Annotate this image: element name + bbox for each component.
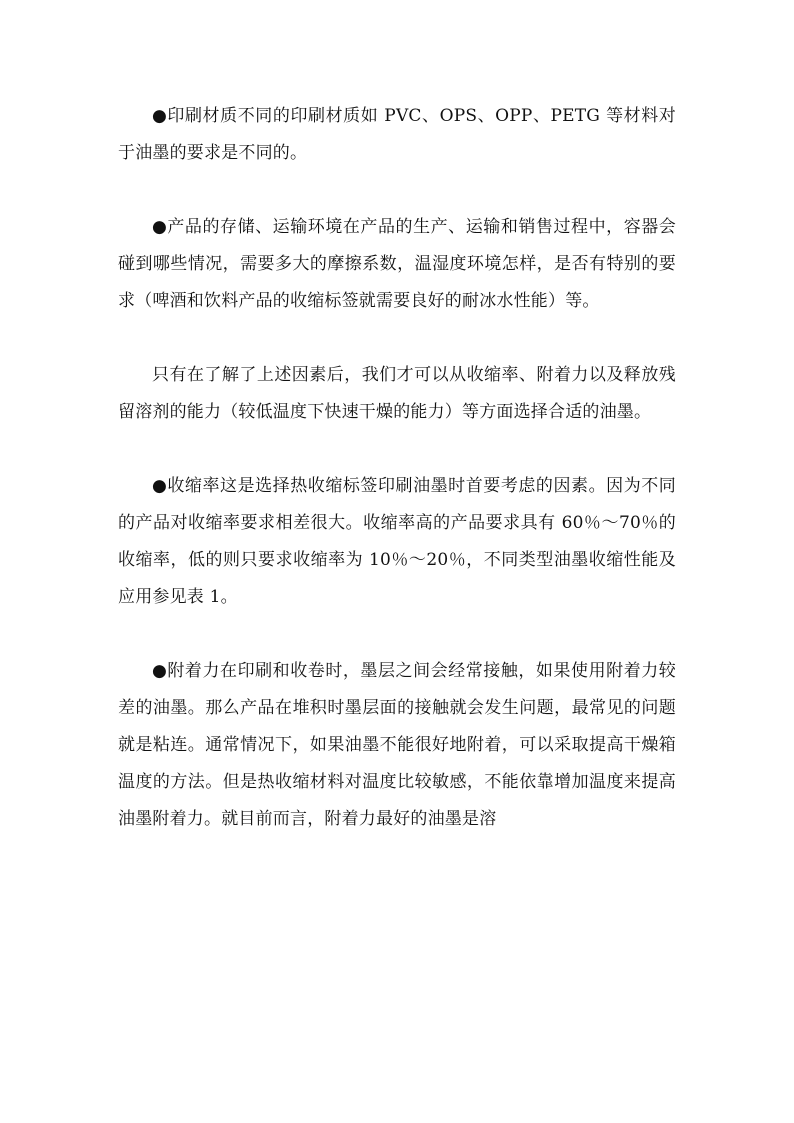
paragraph-spacer — [118, 616, 676, 653]
paragraph-shrink-rate: ●收缩率这是选择热收缩标签印刷油墨时首要考虑的因素。因为不同的产品对收缩率要求相差很大。收缩率高的产品要求具有 60％～70％的收缩率，低的则只要求收缩率为 10％～20％，不同类型油墨收缩性能及应用参见表 1。 — [118, 476, 676, 607]
paragraph-spacer — [118, 172, 676, 209]
paragraph-storage-transport: ●产品的存储、运输环境在产品的生产、运输和销售过程中，容器会碰到哪些情况，需要多大的摩擦系数，温湿度环境怎样，是否有特别的要求（啤酒和饮料产品的收缩标签就需要良好的耐冰水性能）等。 — [118, 217, 676, 311]
paragraph-spacer — [118, 431, 676, 468]
paragraph-print-material: ●印刷材质不同的印刷材质如 PVC、OPS、OPP、PETG 等材料对于油墨的要求是不同的。 — [118, 106, 676, 163]
paragraph-adhesion: ●附着力在印刷和收卷时，墨层之间会经常接触，如果使用附着力较差的油墨。那么产品在堆积时墨层面的接触就会发生问题，最常见的问题就是粘连。通常情况下，如果油墨不能很好地附着，可以采取提高干燥箱温度的方法。但是热收缩材料对温度比较敏感，不能依靠增加温度来提高油墨附着力。就目前而言，附着力最好的油墨是溶 — [118, 661, 676, 829]
paragraph-spacer — [118, 320, 676, 357]
document-body — [118, 98, 676, 838]
paragraph-ink-selection: 只有在了解了上述因素后，我们才可以从收缩率、附着力以及释放残留溶剂的能力（较低温度下快速干燥的能力）等方面选择合适的油墨。 — [118, 365, 676, 422]
